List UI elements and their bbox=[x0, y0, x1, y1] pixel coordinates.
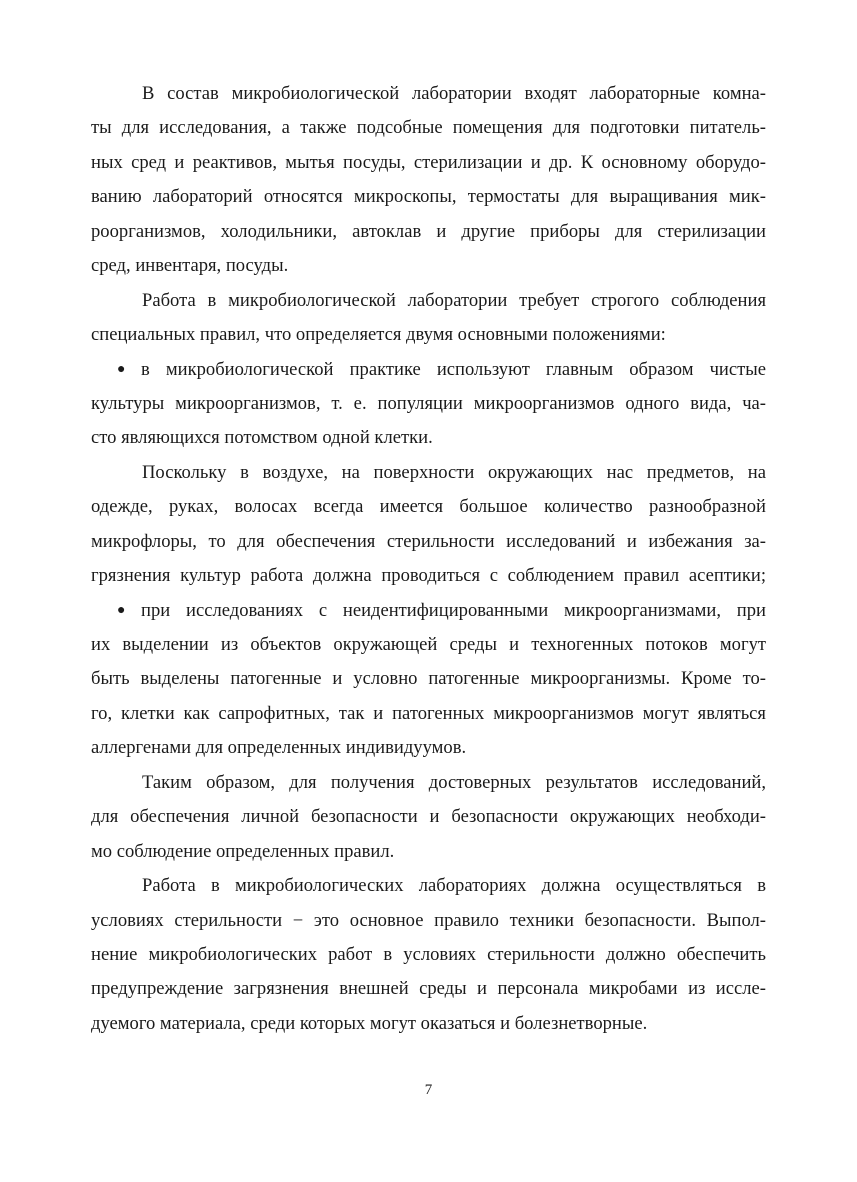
text-line: сред, инвентаря, посуды. bbox=[91, 255, 289, 277]
text-line: дуемого материала, среди которых могут оказаться и болезнетворные. bbox=[91, 1012, 648, 1034]
text-line: аллергенами для определенных индивидуумов. bbox=[91, 737, 467, 759]
text-line: предупреждение загрязнения внешней среды и персонала микробами из иссле- bbox=[91, 978, 766, 1000]
page-number: 7 bbox=[424, 1082, 433, 1098]
text-line: грязнения культур работа должна проводиться с соблюдением правил асептики; bbox=[91, 565, 766, 587]
text-line: ты для исследования, а также подсобные помещения для подготовки питатель- bbox=[91, 117, 766, 139]
text-line: мо соблюдение определенных правил. bbox=[91, 840, 395, 862]
bullet-item-line bbox=[91, 353, 766, 387]
bullet-icon: ● bbox=[117, 361, 126, 377]
text-line: одежде, руках, волосах всегда имеется большое количество разнообразной bbox=[91, 496, 766, 518]
text-line: условиях стерильности − это основное правило техники безопасности. Выпол- bbox=[91, 909, 766, 931]
text-line: микрофлоры, то для обеспечения стерильности исследований и избежания за- bbox=[91, 530, 766, 552]
text-line: для обеспечения личной безопасности и безопасности окружающих необходи- bbox=[91, 806, 766, 828]
text-line: Поскольку в воздухе, на поверхности окружающих нас предметов, на bbox=[142, 461, 766, 483]
bullet-text: при исследованиях с неидентифицированными микроорганизмами, при bbox=[141, 599, 766, 621]
text-line: ных сред и реактивов, мытья посуды, стерилизации и др. К основному оборудо- bbox=[91, 151, 766, 173]
text-line: В состав микробиологической лаборатории входят лабораторные комна- bbox=[142, 83, 766, 104]
bullet-icon: ● bbox=[117, 602, 126, 618]
text-line: быть выделены патогенные и условно патогенные микроорганизмы. Кроме то- bbox=[91, 668, 766, 690]
text-line: Работа в микробиологических лабораториях должна осуществляться в bbox=[142, 875, 766, 897]
text-line: нение микробиологических работ в условиях стерильности должно обеспечить bbox=[91, 943, 766, 965]
text-line: го, клетки как сапрофитных, так и патогенных микроорганизмов могут являться bbox=[91, 702, 766, 724]
text-line: роорганизмов, холодильники, автоклав и другие приборы для стерилизации bbox=[91, 220, 766, 242]
text-line: культуры микроорганизмов, т. е. популяции микроорганизмов одного вида, ча- bbox=[91, 392, 766, 414]
bullet-item-line bbox=[91, 594, 766, 628]
body-text bbox=[91, 77, 766, 1041]
text-line: Таким образом, для получения достоверных результатов исследований, bbox=[142, 771, 766, 793]
text-line: ванию лабораторий относятся микроскопы, термостаты для выращивания мик- bbox=[91, 186, 766, 208]
text-line: их выделении из объектов окружающей среды и техногенных потоков могут bbox=[91, 634, 766, 655]
text-line: сто являющихся потомством одной клетки. bbox=[91, 427, 433, 449]
bullet-text: в микробиологической практике используют главным образом чистые bbox=[141, 358, 766, 380]
text-line: специальных правил, что определяется двумя основными положениями: bbox=[91, 324, 666, 346]
text-line: Работа в микробиологической лаборатории требует строгого соблюдения bbox=[142, 289, 766, 311]
